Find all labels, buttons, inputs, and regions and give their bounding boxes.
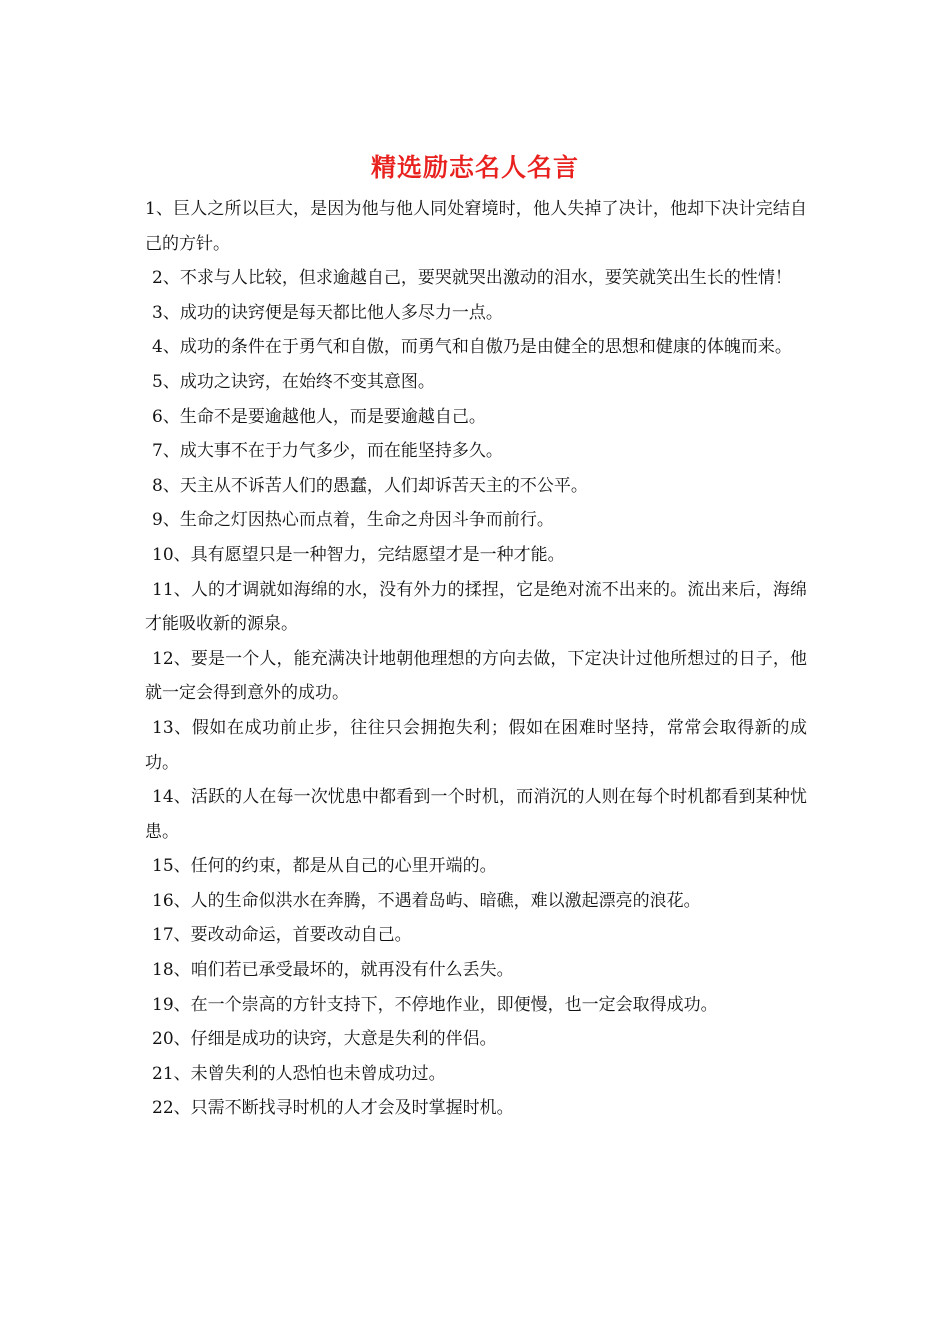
quote-item: 17、要改动命运，首要改动自己。 bbox=[152, 925, 412, 946]
quote-item: 1、巨人之所以巨大，是因为他与他人同处窘境时，他人失掉了决计，他却下决计完结自己的方针。 bbox=[145, 199, 807, 254]
quote-item: 9、生命之灯因热心而点着，生命之舟因斗争而前行。 bbox=[152, 510, 554, 531]
quote-item: 20、仔细是成功的诀窍，大意是失利的伴侣。 bbox=[152, 1029, 497, 1050]
quote-item: 3、成功的诀窍便是每天都比他人多尽力一点。 bbox=[152, 302, 503, 323]
quote-item: 12、要是一个人，能充满决计地朝他理想的方向去做，下定决计过他所想过的日子，他就一定会得到意外的成功。 bbox=[145, 648, 807, 704]
quote-list bbox=[145, 192, 807, 1126]
quote-item: 11、人的才调就如海绵的水，没有外力的揉捏，它是绝对流不出来的。流出来后，海绵才能吸收新的源泉。 bbox=[145, 579, 807, 635]
quote-item: 14、活跃的人在每一次忧患中都看到一个时机，而消沉的人则在每个时机都看到某种忧患。 bbox=[145, 787, 807, 842]
quote-item: 18、咱们若已承受最坏的，就再没有什么丢失。 bbox=[152, 960, 514, 981]
quote-item: 19、在一个崇高的方针支持下，不停地作业，即便慢，也一定会取得成功。 bbox=[152, 994, 718, 1015]
quote-item: 13、假如在成功前止步，往往只会拥抱失利；假如在困难时坚持，常常会取得新的成功。 bbox=[145, 717, 807, 773]
quote-item: 2、不求与人比较，但求逾越自己，要哭就哭出激动的泪水，要笑就笑出生长的性情！ bbox=[152, 268, 792, 289]
quote-item: 4、成功的条件在于勇气和自傲，而勇气和自傲乃是由健全的思想和健康的体魄而来。 bbox=[152, 337, 792, 358]
quote-item: 6、生命不是要逾越他人，而是要逾越自己。 bbox=[152, 406, 486, 427]
quote-item: 5、成功之诀窍，在始终不变其意图。 bbox=[152, 371, 435, 392]
quote-item: 8、天主从不诉苦人们的愚蠢，人们却诉苦天主的不公平。 bbox=[152, 475, 588, 496]
quote-item: 16、人的生命似洪水在奔腾，不遇着岛屿、暗礁，难以激起漂亮的浪花。 bbox=[152, 890, 701, 911]
quote-item: 7、成大事不在于力气多少，而在能坚持多久。 bbox=[152, 441, 503, 462]
quote-item: 21、未曾失利的人恐怕也未曾成功过。 bbox=[152, 1063, 446, 1084]
page-title: 精选励志名人名言 bbox=[370, 153, 579, 182]
quote-item: 10、具有愿望只是一种智力，完结愿望才是一种才能。 bbox=[152, 544, 565, 565]
quote-item: 15、任何的约束，都是从自己的心里开端的。 bbox=[152, 856, 497, 877]
quote-item: 22、只需不断找寻时机的人才会及时掌握时机。 bbox=[152, 1098, 514, 1119]
